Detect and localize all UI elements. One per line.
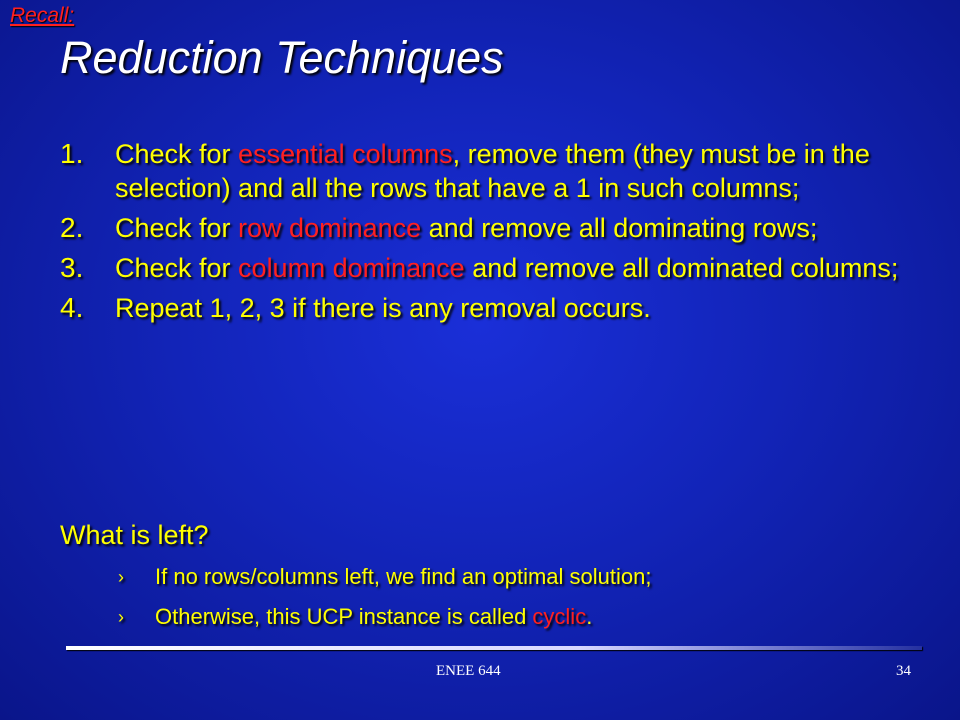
chevron-right-icon: › <box>118 607 124 627</box>
sub-bullet-list <box>118 564 651 644</box>
question-heading: What is left? <box>60 520 209 550</box>
step-number: 4. <box>60 292 84 323</box>
steps-list <box>60 137 900 331</box>
bullet-text: . <box>586 604 593 629</box>
footer-course: ENEE 644 <box>436 663 501 679</box>
step-text: Check for <box>115 139 239 169</box>
step-text: and remove all dominating rows; <box>421 213 818 243</box>
footer-divider <box>66 646 922 650</box>
step-item-3 <box>60 251 900 285</box>
step-text: , remove them (they must be in the selection) and all the rows that have a 1 in such columns; <box>115 139 870 203</box>
step-highlight: essential columns <box>238 139 453 169</box>
sub-bullet-item-1 <box>118 564 651 590</box>
step-item-1 <box>60 137 900 205</box>
step-number: 1. <box>60 138 84 169</box>
step-highlight: row dominance <box>238 213 422 243</box>
step-text: Check for <box>115 213 239 243</box>
sub-bullet-item-2 <box>118 604 651 630</box>
bullet-text: Otherwise, this UCP instance is called <box>155 604 533 629</box>
step-highlight: column dominance <box>238 253 465 283</box>
chevron-right-icon: › <box>118 567 124 587</box>
step-text: Repeat 1, 2, 3 if there is any removal occurs. <box>115 293 651 323</box>
bullet-highlight: cyclic <box>532 604 587 629</box>
step-item-2 <box>60 211 900 245</box>
recall-label: Recall: <box>10 4 75 27</box>
step-number: 3. <box>60 252 84 283</box>
footer-page-number: 34 <box>896 663 911 679</box>
step-item-4 <box>60 291 900 325</box>
slide-title: Reduction Techniques <box>60 32 504 83</box>
step-number: 2. <box>60 212 84 243</box>
step-text: Check for <box>115 253 239 283</box>
step-text: and remove all dominated columns; <box>464 253 899 283</box>
bullet-text: If no rows/columns left, we find an optimal solution; <box>155 564 652 589</box>
